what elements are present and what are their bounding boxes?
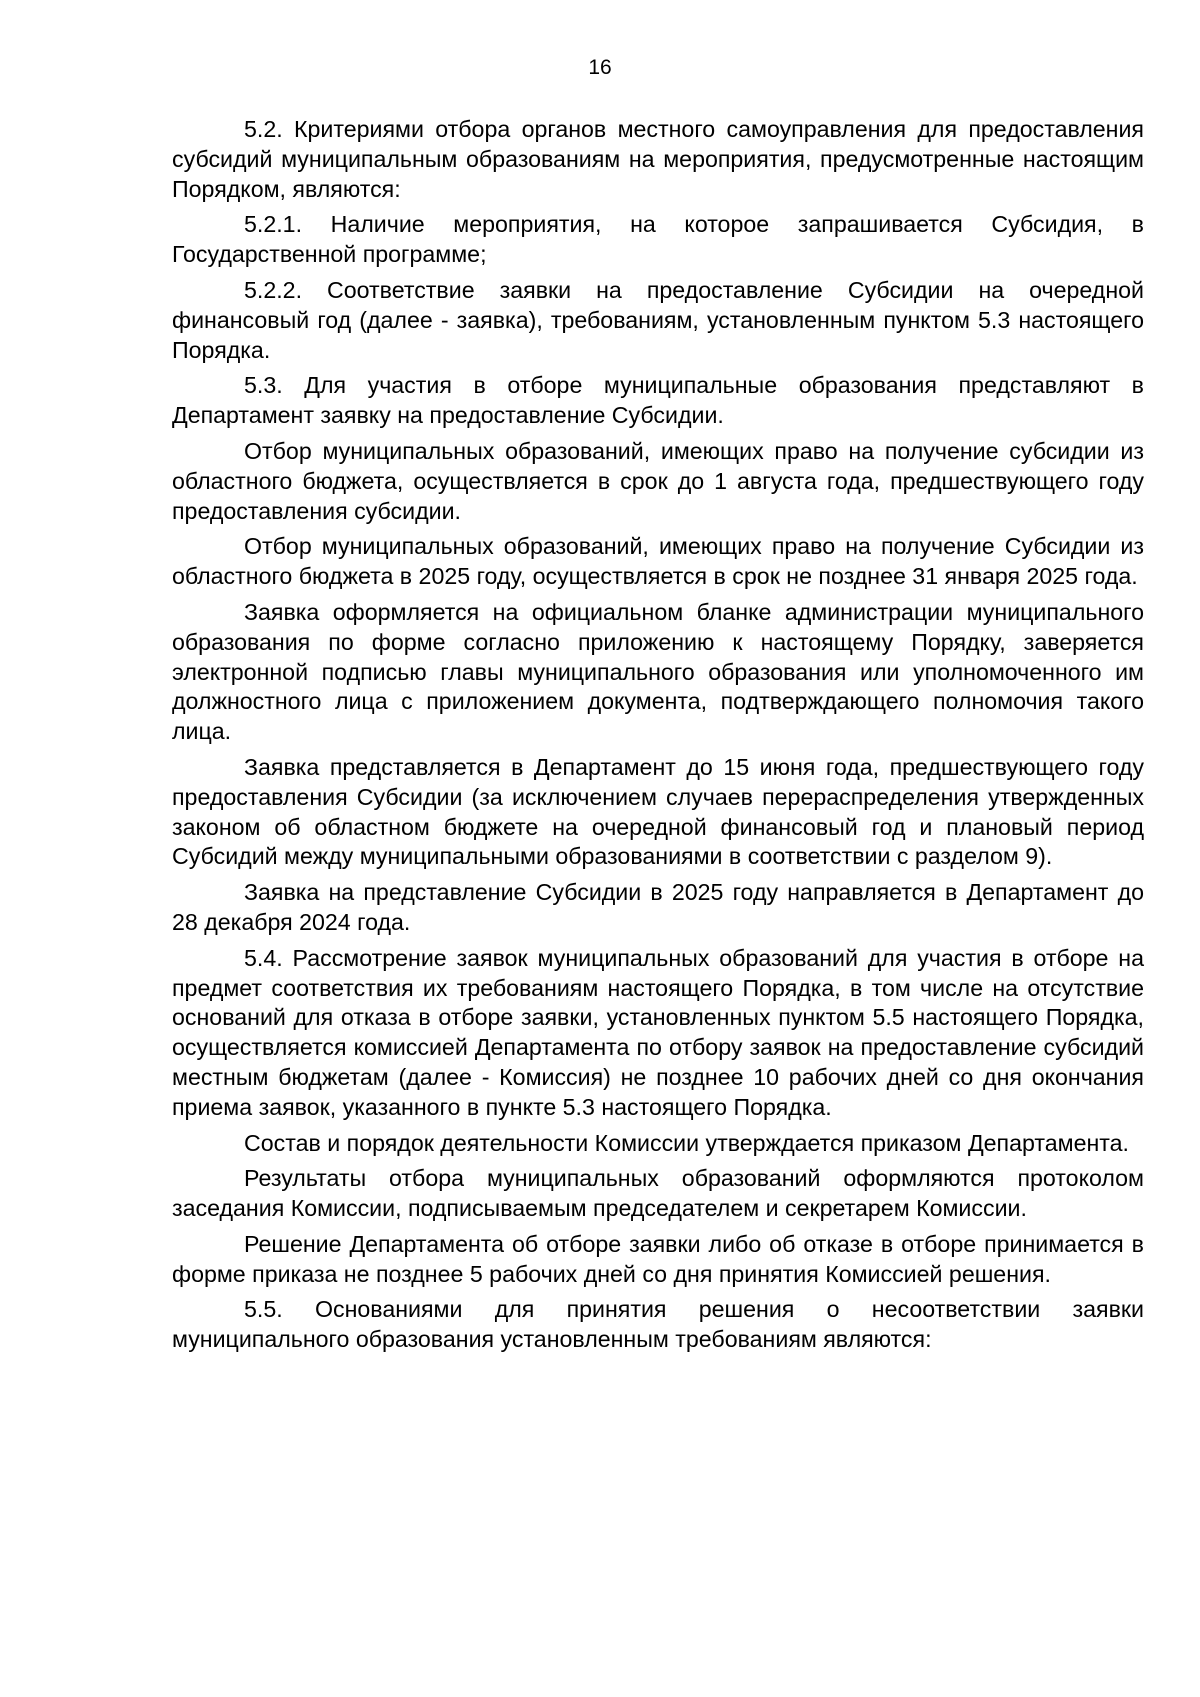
paragraph-selection-results: Результаты отбора муниципальных образований оформляются протоколом заседания Комиссии, подписываемым председателем и секретарем Комиссии. xyxy=(172,1165,1144,1222)
paragraph-selection-2025: Отбор муниципальных образований, имеющих право на получение Субсидии из областного бюджета в 2025 году, осуществляется в срок не позднее 31 января 2025 года. xyxy=(172,533,1144,590)
paragraph-5-4: 5.4. Рассмотрение заявок муниципальных образований для участия в отборе на предмет соответствия их требованиям настоящего Порядка, в том числе на отсутствие оснований для отказа в отборе заявки, установленных пунктом 5.5 настоящего Порядка, осуществляется комиссией Департамента по отбору заявок на предоставление субсидий местным бюджетам (далее - Комиссия) не позднее 10 рабочих дней со дня окончания приема заявок, указанного в пункте 5.3 настоящего Порядка. xyxy=(172,944,1144,1120)
paragraph-5-2-1: 5.2.1. Наличие мероприятия, на которое запрашивается Субсидия, в Государственной программе; xyxy=(172,211,1144,268)
paragraph-application-2025: Заявка на представление Субсидии в 2025 году направляется в Департамент до 28 декабря 2024 года. xyxy=(172,879,1144,935)
paragraph-5-2-2: 5.2.2. Соответствие заявки на предоставление Субсидии на очередной финансовый год (далее - заявка), требованиям, установленным пунктом 5.3 настоящего Порядка. xyxy=(172,276,1144,363)
paragraph-commission-composition: Состав и порядок деятельности Комиссии утверждается приказом Департамента. xyxy=(244,1129,1129,1156)
paragraph-selection-deadline: Отбор муниципальных образований, имеющих право на получение субсидии из областного бюджета, осуществляется в срок до 1 августа года, предшествующего году предоставления субсидии. xyxy=(172,437,1144,524)
paragraph-department-decision: Решение Департамента об отборе заявки либо об отказе в отборе принимается в форме приказа не позднее 5 рабочих дней со дня принятия Комиссией решения. xyxy=(172,1230,1144,1287)
page-number: 16 xyxy=(588,56,612,79)
paragraph-5-3: 5.3. Для участия в отборе муниципальные образования представляют в Департамент заявку на предоставление Субсидии. xyxy=(172,372,1144,429)
paragraph-application-form: Заявка оформляется на официальном бланке администрации муниципального образования по форме согласно приложению к настоящему Порядку, заверяется электронной подписью главы муниципального образования или уполномоченного им должностного лица с приложением документа, подтверждающего полномочия такого лица. xyxy=(172,598,1144,745)
paragraph-5-2: 5.2. Критериями отбора органов местного самоуправления для предоставления субсидий муниципальным образованиям на мероприятия, предусмотренные настоящим Порядком, являются: xyxy=(172,116,1144,202)
document-body xyxy=(172,115,1144,1361)
paragraph-5-5: 5.5. Основаниями для принятия решения о несоответствии заявки муниципального образования установленным требованиям являются: xyxy=(172,1296,1144,1353)
paragraph-application-submission: Заявка представляется в Департамент до 15 июня года, предшествующего году предоставления Субсидии (за исключением случаев перераспределения утвержденных законом об областном бюджете на очередной финансовый год и плановый период Субсидий между муниципальными образованиями в соответствии с разделом 9). xyxy=(172,753,1144,870)
